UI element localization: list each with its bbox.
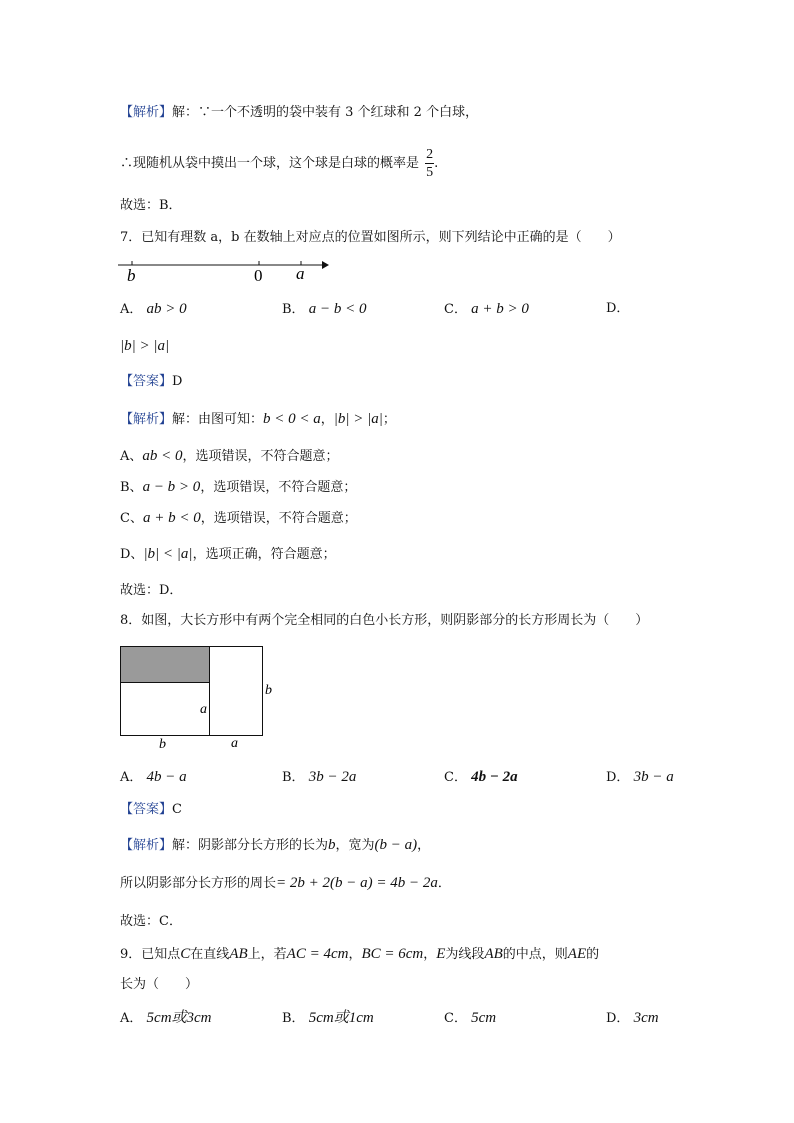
step-text: ，选项错误，不符合题意； [182,449,339,464]
option-expr: 3b − a [633,769,674,785]
q8-answer [120,800,182,820]
analysis-expr: (b − a) [374,837,418,853]
stem-text: 的 [586,947,600,962]
stem-expr: BC = 6cm [361,946,424,962]
stem-expr: AB [484,946,503,962]
fraction-numerator: 2 [426,147,434,162]
answer-tag: 【答案】 [120,374,173,389]
option-expr: a + b > 0 [471,301,529,317]
q9-stem-line2: 长为（ ） [120,977,199,992]
q8-option-a[interactable] [120,767,187,788]
option-letter: C． [444,770,467,785]
option-letter: B． [282,770,305,785]
step-expr: a + b < 0 [142,510,201,526]
analysis-text: 解：由图可知： [172,412,264,427]
option-expr: 5cm或3cm [146,1010,212,1026]
q7-option-d-expr [120,336,169,357]
q7-step-a [120,446,339,467]
step-prefix: B、 [120,480,143,495]
label-b-bottom: b [159,737,166,752]
option-expr: 4b − a [146,769,187,785]
stem-text: 9．已知点 [120,947,181,962]
separator: ， [417,838,431,853]
stem-expr: AE [567,946,587,962]
analysis-expr: b [328,837,336,853]
q8-analysis [120,835,430,856]
analysis-text: 解：阴影部分长方形的长为 [172,838,329,853]
analysis-expr: = 2b + 2(b − a) = 4b − 2a [276,875,438,891]
step-text: ，选项正确，符合题意； [192,547,336,562]
q7-analysis [120,409,396,430]
q9-option-a[interactable] [120,1008,212,1029]
option-letter: B． [282,302,305,317]
option-expr: ab > 0 [146,301,187,317]
period: ． [437,876,451,891]
step-text: ，选项错误，不符合题意； [200,480,357,495]
q6-analysis-line1 [120,103,478,123]
q9-stem-line1 [120,944,599,965]
option-letter: C． [444,302,467,317]
fraction-denominator: 5 [426,165,434,180]
q7-stem: 7．已知有理数 a，b 在数轴上对应点的位置如图所示，则下列结论中正确的是（ ） [120,230,621,245]
option-expr: 4b − 2a [471,769,518,785]
step-prefix: A、 [120,449,143,464]
q8-option-d[interactable] [606,767,674,788]
number-line-figure [115,255,335,285]
q8-option-b[interactable] [282,767,356,788]
option-expr: 5cm或1cm [308,1010,374,1026]
step-prefix: C、 [120,511,143,526]
label-b: b [127,266,136,285]
separator: ， [423,947,437,962]
step-expr: |b| < |a| [143,546,193,562]
option-expr: |b| > |a| [120,338,170,354]
period: . [434,156,439,171]
option-letter: C． [444,1011,467,1026]
option-letter: B． [282,1011,305,1026]
q8-choice: 故选：C． [120,914,182,929]
q6-analysis-text1: 解：∵一个不透明的袋中装有 3 个红球和 2 个白球， [172,105,479,120]
option-letter: D． [606,770,630,785]
q7-answer [120,372,182,392]
q8-perimeter [120,873,451,894]
option-letter: A． [120,302,143,317]
q6-choice: 故选：B． [120,198,182,213]
q7-step-d [120,544,336,565]
q7-step-b [120,477,356,498]
q7-option-a[interactable] [120,299,187,320]
label-zero: 0 [254,266,263,285]
analysis-tag: 【解析】 [120,838,173,853]
option-expr: 5cm [471,1010,497,1026]
analysis-tag: 【解析】 [120,412,173,427]
answer-value: D [172,374,183,389]
stem-text: 的中点，则 [502,947,568,962]
arrow-head [322,261,329,269]
q8-stem: 8．如图，大长方形中有两个完全相同的白色小长方形，则阴影部分的长方形周长为（ ） [120,613,649,628]
analysis-tag: 【解析】 [120,105,173,120]
stem-text: 为线段 [445,947,485,962]
step-prefix: D、 [120,547,144,562]
option-letter: D． [606,1011,630,1026]
q7-option-c[interactable] [444,299,529,320]
separator: ， [348,947,362,962]
option-letter: A． [120,1011,143,1026]
option-expr: 3b − 2a [308,769,357,785]
probability-fraction [425,146,434,181]
separator: ； [382,412,396,427]
q7-choice: 故选：D． [120,583,183,598]
stem-expr: AB [229,946,248,962]
stem-expr: AC = 4cm [286,946,349,962]
option-letter: A． [120,770,143,785]
label-b-right: b [265,683,272,698]
q7-option-d[interactable] [606,299,629,319]
label-a: a [296,264,305,283]
stem-expr: E [436,946,446,962]
analysis-expr: |b| > |a| [333,411,383,427]
step-expr: a − b > 0 [142,479,201,495]
q9-option-c[interactable] [444,1008,496,1029]
step-expr: ab < 0 [142,448,183,464]
stem-text: 在直线 [190,947,230,962]
analysis-text: 所以阴影部分长方形的周长 [120,876,277,891]
option-letter: D． [606,301,630,316]
option-expr: a − b < 0 [308,301,367,317]
shaded-rectangle [121,647,210,683]
analysis-expr: b < 0 < a [263,411,321,427]
step-text: ，选项错误，不符合题意； [200,511,357,526]
q8-option-c[interactable] [444,767,518,788]
q9-option-b[interactable] [282,1008,374,1029]
answer-value: C [172,802,182,817]
stem-text: 上，若 [247,947,287,962]
answer-tag: 【答案】 [120,802,173,817]
stem-expr: C [180,946,191,962]
q7-option-b[interactable] [282,299,366,320]
rectangle-figure [118,644,278,754]
label-a-inner: a [200,702,207,717]
label-a-bottom: a [231,736,238,751]
q6-analysis-line2 [120,146,438,181]
option-expr: 3cm [633,1010,659,1026]
analysis-text: ，宽为 [335,838,375,853]
q9-option-d[interactable] [606,1008,659,1029]
q7-step-c [120,508,357,529]
separator: ， [320,412,334,427]
q6-analysis-text2: ∴现随机从袋中摸出一个球，这个球是白球的概率是 [120,156,420,171]
